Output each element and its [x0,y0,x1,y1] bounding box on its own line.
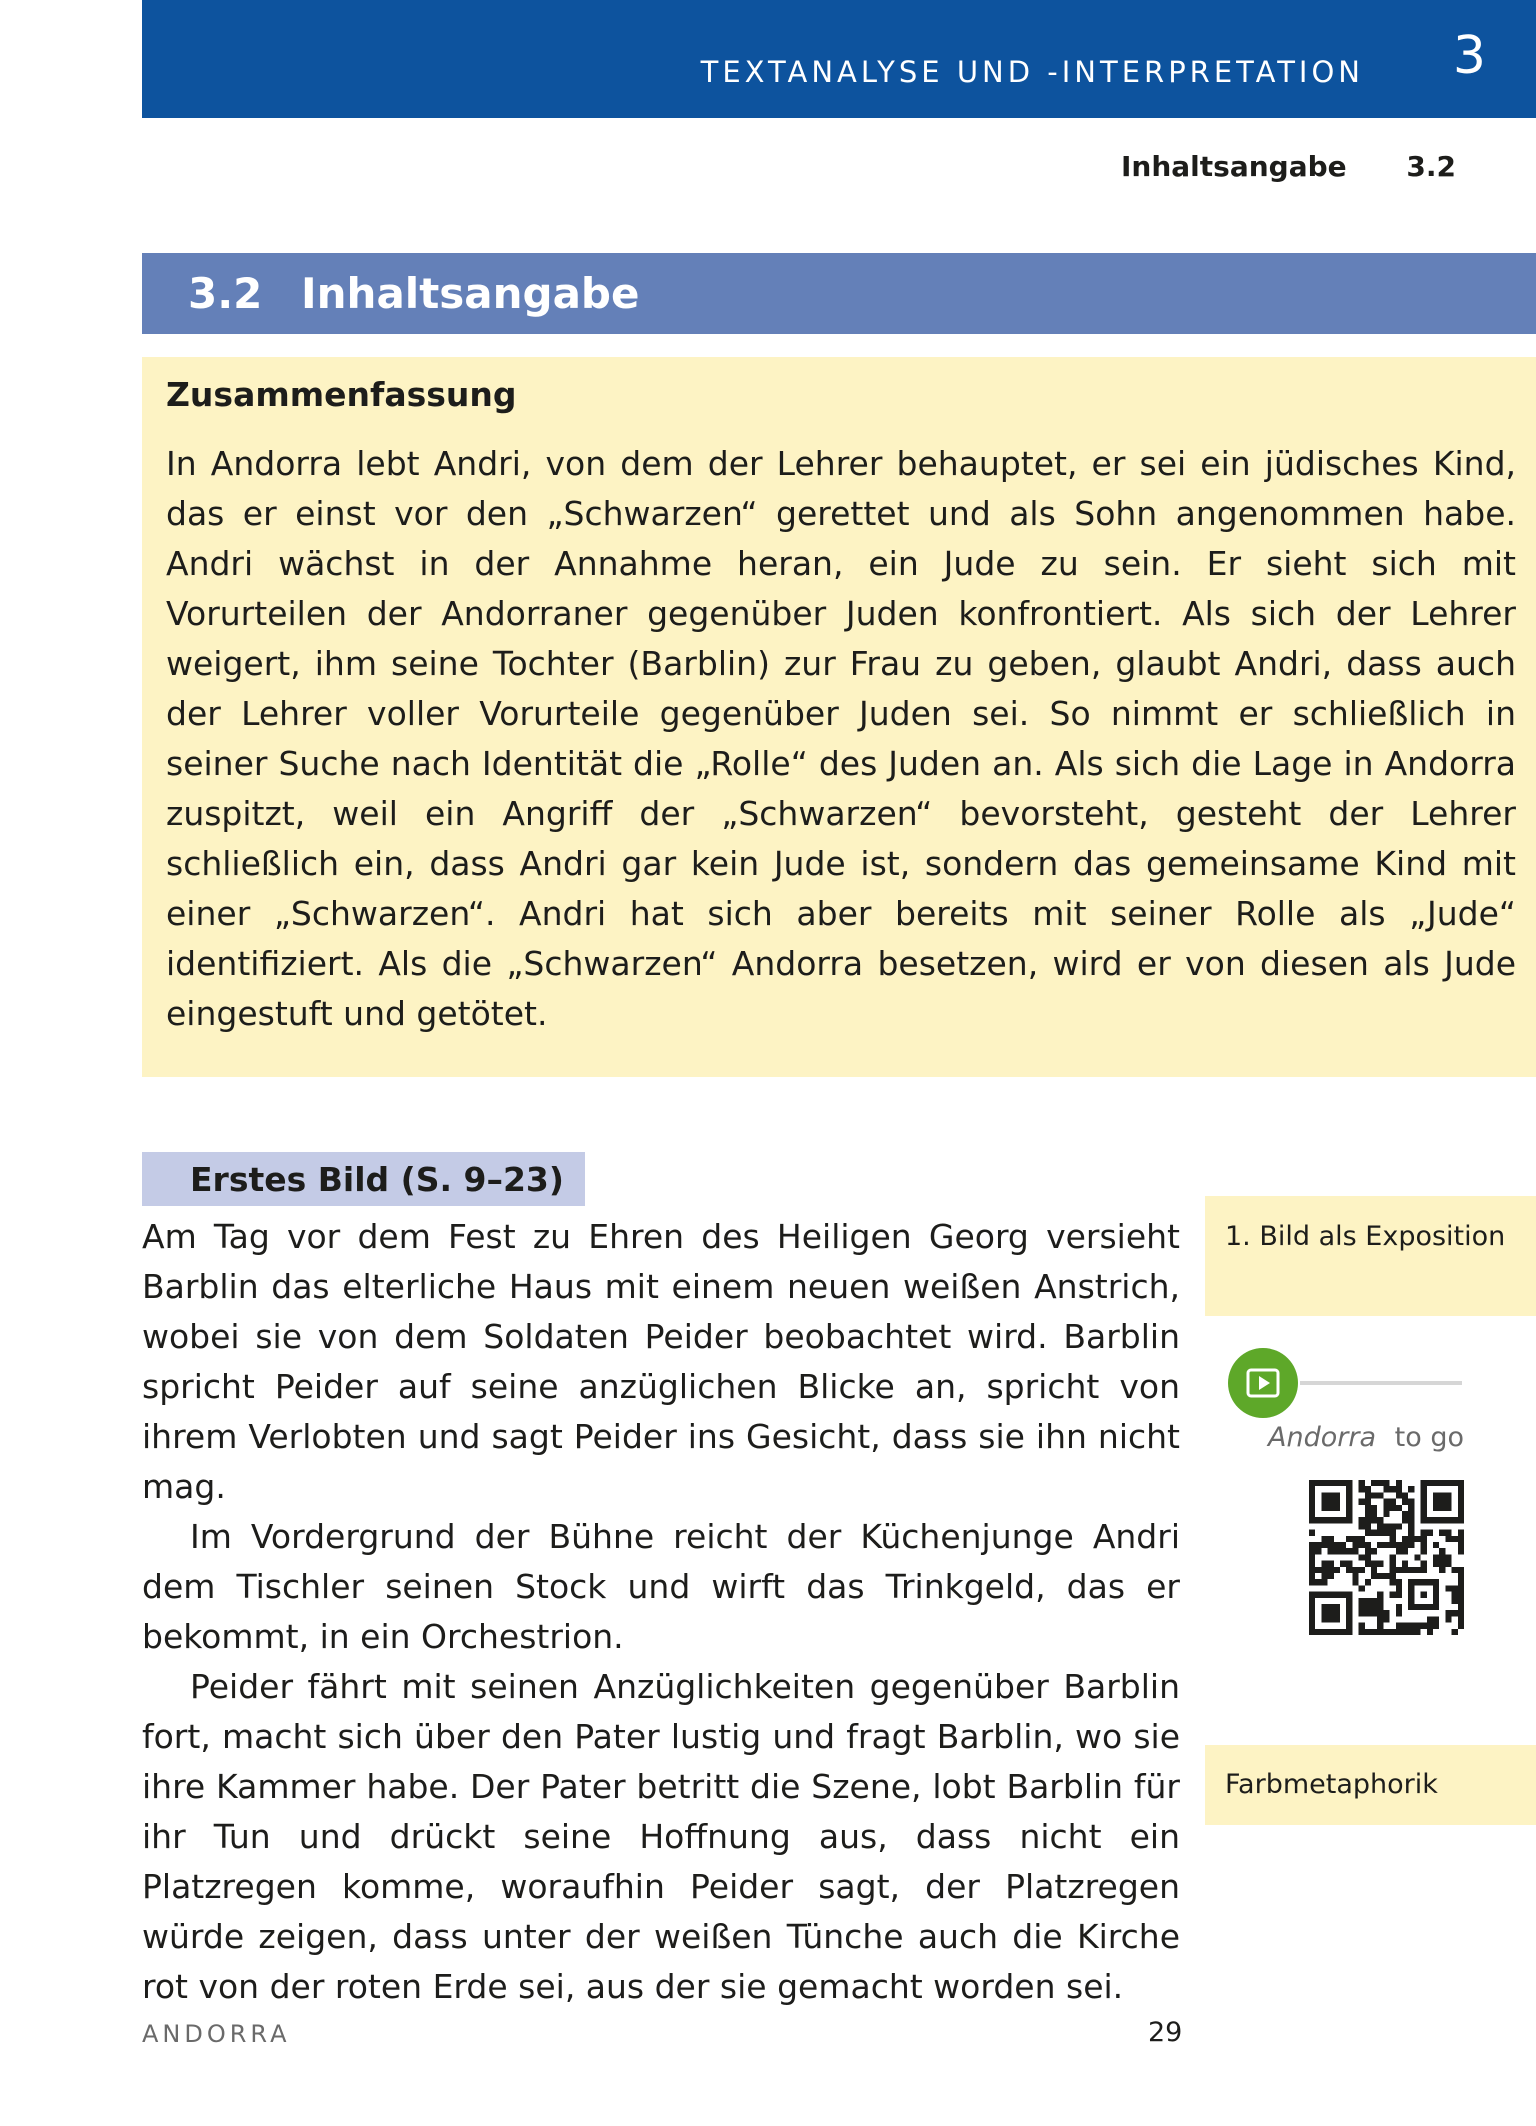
qr-module [1377,1616,1383,1622]
qr-module [1321,1573,1327,1579]
qr-module [1371,1480,1377,1486]
qr-module [1452,1585,1458,1591]
qr-module [1377,1592,1383,1598]
qr-module [1371,1561,1377,1567]
qr-module [1346,1548,1352,1554]
qr-module [1377,1542,1383,1548]
qr-module [1334,1567,1340,1573]
page-number: 29 [1148,2017,1183,2048]
qr-module [1377,1610,1383,1616]
qr-module [1458,1585,1464,1591]
qr-module [1458,1530,1464,1536]
qr-module [1408,1486,1414,1492]
qr-module [1458,1604,1464,1610]
qr-module [1359,1623,1365,1629]
qr-module [1365,1548,1371,1554]
media-brand: Andorra [1268,1422,1377,1453]
play-button[interactable] [1228,1348,1298,1418]
qr-module [1458,1579,1464,1585]
qr-module [1383,1610,1389,1616]
qr-module [1321,1536,1327,1542]
media-suffix: to go [1394,1422,1464,1453]
qr-module [1402,1542,1408,1548]
qr-module [1408,1530,1414,1536]
qr-module [1396,1480,1402,1486]
play-icon [1246,1368,1280,1398]
qr-module [1445,1585,1451,1591]
qr-module [1352,1536,1358,1542]
qr-module [1359,1598,1365,1604]
qr-module [1359,1554,1365,1560]
qr-module [1359,1480,1365,1486]
qr-module [1352,1567,1358,1573]
qr-module [1458,1592,1464,1598]
qr-module [1445,1561,1451,1567]
qr-module [1365,1523,1371,1529]
qr-module [1383,1542,1389,1548]
qr-module [1377,1629,1383,1635]
qr-module [1309,1567,1315,1573]
subsection-tag [142,1152,585,1206]
qr-module [1396,1579,1402,1585]
qr-module [1377,1604,1383,1610]
qr-module [1414,1567,1420,1573]
qr-module [1458,1548,1464,1554]
qr-module [1427,1616,1433,1622]
qr-module [1371,1604,1377,1610]
qr-module [1359,1629,1365,1635]
qr-module [1452,1592,1458,1598]
qr-module [1321,1561,1327,1567]
banner-title: TEXTANALYSE UND -INTERPRETATION [700,55,1364,89]
qr-module [1365,1517,1371,1523]
qr-module [1359,1542,1365,1548]
qr-module [1328,1536,1334,1542]
qr-module [1439,1548,1445,1554]
qr-module [1383,1616,1389,1622]
qr-module [1383,1573,1389,1579]
qr-module [1390,1486,1396,1492]
qr-module [1421,1623,1427,1629]
qr-module [1390,1573,1396,1579]
qr-module [1321,1542,1327,1548]
qr-module [1452,1610,1458,1616]
qr-module [1352,1542,1358,1548]
qr-module [1383,1486,1389,1492]
qr-module [1445,1536,1451,1542]
qr-module [1377,1623,1383,1629]
qr-module [1458,1623,1464,1629]
qr-module [1402,1517,1408,1523]
qr-module [1390,1530,1396,1536]
qr-module [1458,1567,1464,1573]
qr-module [1396,1604,1402,1610]
qr-module [1433,1623,1439,1629]
qr-module [1458,1610,1464,1616]
qr-module [1408,1517,1414,1523]
qr-module [1359,1610,1365,1616]
body-text [142,1212,1180,2012]
qr-module [1396,1486,1402,1492]
qr-module [1402,1499,1408,1505]
qr-module [1414,1554,1420,1560]
qr-module [1365,1604,1371,1610]
qr-module [1402,1511,1408,1517]
qr-module [1408,1523,1414,1529]
qr-module [1390,1536,1396,1542]
qr-module [1315,1542,1321,1548]
summary-text: In Andorra lebt Andri, von dem der Lehrer behauptet, er sei ein jüdisches Kind, das er einst vor den „Schwarzen“ gerettet und als Sohn angenommen habe. Andri wächst in der Annahme heran, ein Jude zu sein. Er sieht sich mit Vorurteilen der Andorraner gegenüber Juden konfrontiert. Als sich der Lehrer weigert, ihm seine Tochter (Barblin) zur Frau zu geben, glaubt Andri, dass auch der Lehrer voller Vorurteile gegenüber Juden sei. So nimmt er schließlich in seiner Suche nach Identität die „Rolle“ des Juden an. Als sich die Lage in Andorra zuspitzt, weil ein Angriff der „Schwarzen“ bevorsteht, gesteht der Lehrer schließlich ein, dass Andri gar kein Jude ist, sondern das gemeinsame Kind mit einer „Schwarzen“. Andri hat sich aber bereits mit seiner Rolle als „Jude“ identifiziert. Als die „Schwarzen“ Andorra besetzen, wird er von diesen als Jude eingestuft und getötet. [166,444,1516,1033]
qr-module [1309,1561,1315,1567]
qr-module [1402,1492,1408,1498]
qr-module [1427,1629,1433,1635]
qr-module [1396,1492,1402,1498]
footer-book-title: ANDORRA [142,2020,291,2048]
qr-module [1390,1629,1396,1635]
qr-module [1365,1511,1371,1517]
qr-module [1414,1536,1420,1542]
qr-module [1396,1623,1402,1629]
qr-module [1383,1530,1389,1536]
qr-module [1390,1554,1396,1560]
qr-module [1365,1598,1371,1604]
qr-module [1352,1548,1358,1554]
qr-module [1309,1548,1315,1554]
qr-module [1396,1567,1402,1573]
summary-box [142,357,1536,1077]
qr-module [1390,1542,1396,1548]
qr-module [1352,1579,1358,1585]
qr-module [1439,1567,1445,1573]
qr-module [1377,1561,1383,1567]
qr-module [1315,1579,1321,1585]
qr-module [1371,1629,1377,1635]
qr-module [1396,1610,1402,1616]
chapter-number: 3 [1452,26,1486,86]
qr-module [1309,1573,1315,1579]
qr-module [1309,1579,1315,1585]
qr-module [1359,1567,1365,1573]
qr-module [1402,1629,1408,1635]
qr-module [1371,1530,1377,1536]
qr-module [1421,1567,1427,1573]
media-player[interactable] [1228,1348,1468,1418]
qr-module [1371,1567,1377,1573]
body-paragraph: Peider fährt mit seinen Anzüglichkeiten gegenüber Barblin fort, macht sich über den Pater lustig und fragt Barblin, wo sie ihre Kammer habe. Der Pater betritt die Szene, lobt Barblin für ihr Tun und drückt seine Hoffnung aus, dass nicht ein Platzregen komme, woraufhin Peider sagt, der Platzregen würde zeigen, dass unter der weißen Tünche auch die Kirche rot von der roten Erde sei, aus der sie gemacht worden sei. [142,1667,1180,2006]
qr-module [1427,1623,1433,1629]
qr-module [1433,1554,1439,1560]
qr-module [1340,1542,1346,1548]
qr-module [1377,1517,1383,1523]
section-title: Inhaltsangabe [301,269,640,318]
qr-module [1371,1598,1377,1604]
qr-module [1421,1542,1427,1548]
qr-module [1334,1548,1340,1554]
running-head [1121,150,1456,183]
qr-module [1377,1530,1383,1536]
qr-module [1408,1536,1414,1542]
qr-module [1383,1505,1389,1511]
qr-module [1421,1536,1427,1542]
qr-module [1445,1530,1451,1536]
qr-module [1402,1561,1408,1567]
qr-module [1365,1554,1371,1560]
margin-note-exposition: 1. Bild als Exposition [1205,1196,1536,1316]
qr-module [1408,1499,1414,1505]
qr-module [1383,1480,1389,1486]
qr-module [1408,1542,1414,1548]
section-bar [142,253,1536,334]
qr-module [1402,1548,1408,1554]
qr-module [1408,1567,1414,1573]
qr-module [1414,1629,1420,1635]
qr-module [1334,1542,1340,1548]
qr-module [1328,1567,1334,1573]
qr-module [1365,1505,1371,1511]
qr-module [1421,1530,1427,1536]
qr-module [1328,1542,1334,1548]
qr-module [1408,1505,1414,1511]
running-head-section: 3.2 [1406,150,1456,183]
qr-module [1390,1567,1396,1573]
qr-module [1321,1567,1327,1573]
qr-module [1315,1567,1321,1573]
qr-module [1390,1499,1396,1505]
qr-module [1383,1523,1389,1529]
qr-module [1396,1542,1402,1548]
qr-module [1396,1505,1402,1511]
qr-module [1340,1561,1346,1567]
qr-module [1359,1585,1365,1591]
qr-module [1445,1616,1451,1622]
qr-module [1433,1561,1439,1567]
qr-module [1452,1536,1458,1542]
qr-module [1433,1616,1439,1622]
qr-module [1383,1629,1389,1635]
qr-module [1359,1536,1365,1542]
qr-module [1390,1505,1396,1511]
qr-module [1309,1530,1315,1536]
section-number: 3.2 [188,269,263,318]
qr-module [1359,1486,1365,1492]
media-progress-track[interactable] [1300,1381,1462,1385]
qr-module [1439,1561,1445,1567]
qr-module [1359,1517,1365,1523]
qr-module [1359,1604,1365,1610]
chapter-banner [142,0,1536,118]
margin-note-farbmetaphorik: Farbmetaphorik [1205,1745,1536,1825]
qr-module [1408,1511,1414,1517]
qr-module [1396,1592,1402,1598]
qr-module [1377,1523,1383,1529]
qr-module [1377,1492,1383,1498]
qr-module [1414,1623,1420,1629]
qr-module [1408,1629,1414,1635]
qr-module [1365,1579,1371,1585]
qr-module [1390,1561,1396,1567]
subsection-title: Erstes Bild (S. 9–23) [190,1160,564,1199]
qr-module [1390,1523,1396,1529]
qr-module [1365,1530,1371,1536]
qr-module [1377,1598,1383,1604]
qr-module [1328,1573,1334,1579]
qr-module [1346,1536,1352,1542]
qr-module [1371,1548,1377,1554]
qr-module [1377,1573,1383,1579]
qr-module [1309,1542,1315,1548]
body-paragraph: Im Vordergrund der Bühne reicht der Küchenjunge Andri dem Tischler seinen Stock und wirft das Trinkgeld, das er bekommt, in ein Orchestrion. [142,1517,1180,1656]
qr-module [1371,1505,1377,1511]
qr-module [1309,1554,1315,1560]
qr-module [1458,1536,1464,1542]
qr-module [1421,1561,1427,1567]
qr-module [1452,1629,1458,1635]
running-head-title: Inhaltsangabe [1121,150,1347,183]
qr-module [1408,1623,1414,1629]
qr-module [1445,1610,1451,1616]
qr-module [1365,1629,1371,1635]
qr-module [1396,1585,1402,1591]
section-heading [188,269,639,318]
qr-module [1359,1523,1365,1529]
qr-module [1433,1542,1439,1548]
qr-module [1371,1610,1377,1616]
qr-module [1352,1573,1358,1579]
qr-module [1390,1579,1396,1585]
qr-module [1383,1499,1389,1505]
qr-module [1365,1492,1371,1498]
qr-module [1390,1592,1396,1598]
qr-module [1315,1548,1321,1554]
qr-module [1365,1499,1371,1505]
qr-module [1396,1629,1402,1635]
qr-module [1439,1554,1445,1560]
qr-module [1458,1542,1464,1548]
qr-module [1365,1610,1371,1616]
qr-module [1452,1598,1458,1604]
qr-module [1346,1567,1352,1573]
qr-module [1452,1567,1458,1573]
qr-module [1365,1542,1371,1548]
qr-module [1421,1548,1427,1554]
summary-heading: Zusammenfassung [166,375,517,414]
qr-module [1371,1517,1377,1523]
qr-module [1458,1573,1464,1579]
qr-module [1340,1548,1346,1554]
andorra-to-go-label [1268,1422,1464,1453]
qr-module [1321,1579,1327,1585]
qr-module [1458,1616,1464,1622]
qr-module [1346,1561,1352,1567]
qr-module [1427,1530,1433,1536]
qr-module [1445,1554,1451,1560]
qr-code-icon[interactable] [1309,1480,1464,1635]
qr-module [1396,1548,1402,1554]
qr-module [1377,1480,1383,1486]
qr-module [1402,1536,1408,1542]
qr-module [1328,1561,1334,1567]
qr-module [1402,1567,1408,1573]
qr-module [1439,1530,1445,1536]
qr-module [1396,1523,1402,1529]
qr-module [1359,1499,1365,1505]
qr-module [1365,1561,1371,1567]
qr-module [1371,1573,1377,1579]
qr-module [1328,1548,1334,1554]
qr-module [1371,1511,1377,1517]
qr-module [1458,1598,1464,1604]
qr-module [1383,1511,1389,1517]
qr-module [1402,1623,1408,1629]
body-paragraph: Am Tag vor dem Fest zu Ehren des Heiligen Georg versieht Barblin das elterliche Haus mit einem neuen weißen Anstrich, wobei sie von dem Soldaten Peider beobachtet wird. Barblin spricht Peider auf seine anzüglichen Blicke an, spricht von ihrem Verlobten und sagt Peider ins Gesicht, dass sie ihn nicht mag. [142,1217,1180,1506]
qr-module [1365,1486,1371,1492]
qr-module [1371,1492,1377,1498]
